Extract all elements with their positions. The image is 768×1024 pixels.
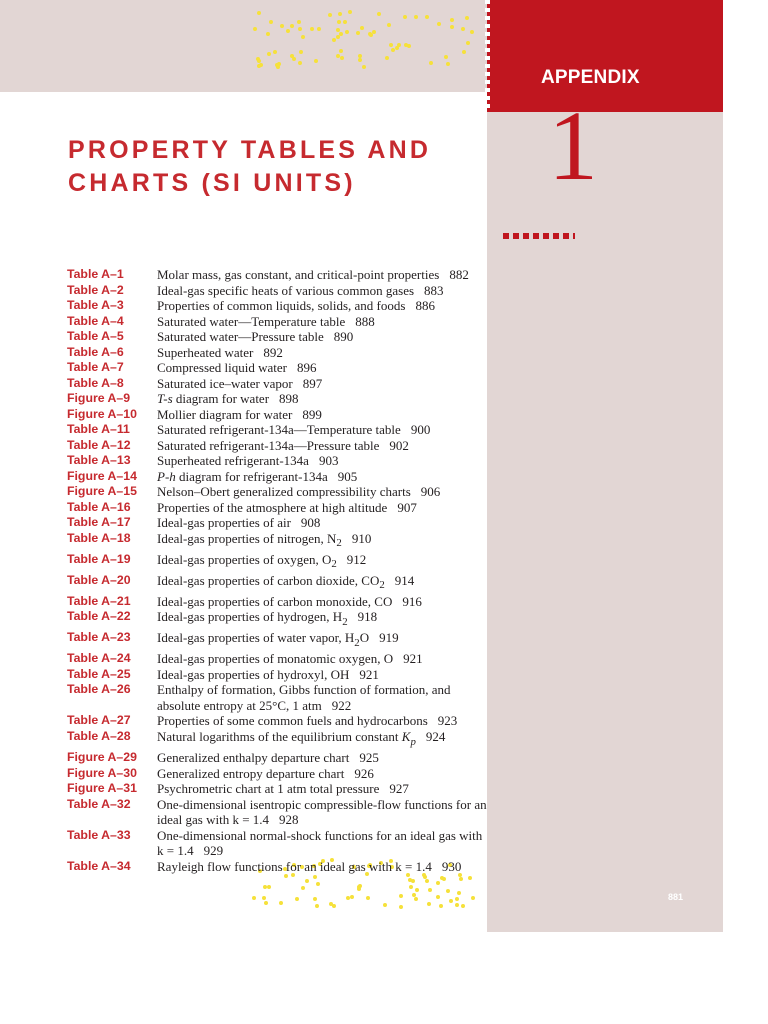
toc-entry-description [157, 781, 487, 797]
toc-entry-label: Table A–3 [67, 298, 124, 312]
toc-entry [67, 630, 487, 651]
toc-entry [67, 573, 487, 594]
yellow-dot [415, 888, 419, 892]
toc-entry-description [157, 573, 487, 594]
toc-entry-text: Saturated water—Temperature table [157, 313, 346, 329]
toc-entry-description [157, 407, 487, 423]
yellow-dot [356, 31, 360, 35]
yellow-dot [369, 33, 373, 37]
toc-entry-page: 907 [397, 499, 417, 515]
toc-entry [67, 422, 487, 438]
toc-entry-text: diagram for water [172, 391, 270, 406]
toc-entry-label: Table A–1 [67, 267, 124, 281]
toc-entry-label: Table A–5 [67, 329, 124, 343]
toc-entry-description [157, 797, 487, 828]
toc-entry-description [157, 630, 487, 651]
toc-entry-page: 928 [279, 812, 299, 828]
toc-entry-text: Properties of some common fuels and hydrocarbons [157, 713, 428, 729]
toc-entry-page: 923 [437, 713, 458, 729]
yellow-dot [358, 884, 362, 888]
toc-entry-page: 919 [379, 630, 399, 646]
yellow-dot [264, 901, 268, 905]
toc-entry-text-tail: O [359, 630, 370, 646]
toc-entry [67, 781, 487, 797]
toc-entry [67, 267, 487, 283]
toc-entry-label: Figure A–10 [67, 406, 137, 421]
toc-entry-page: 890 [333, 329, 354, 344]
yellow-dot [252, 896, 256, 900]
toc-entry-label: Table A–16 [67, 499, 131, 514]
toc-entry-label: Table A–13 [67, 453, 131, 467]
yellow-dot [336, 28, 340, 32]
toc-entry-subscript: 2 [354, 636, 360, 649]
yellow-dot [403, 15, 407, 19]
appendix-number: 1 [548, 90, 598, 201]
toc-entry [67, 531, 487, 552]
toc-entry-label: Table A–4 [67, 313, 124, 328]
toc-entry-page: 921 [403, 651, 423, 667]
toc-entry-subscript: 2 [342, 615, 348, 628]
yellow-dot [457, 891, 461, 895]
yellow-dot [465, 16, 469, 20]
toc-entry-page: 897 [302, 375, 323, 391]
yellow-dot [301, 886, 305, 890]
toc-entry [67, 469, 487, 485]
toc-entry-description [157, 713, 487, 729]
toc-entry-page: 899 [302, 406, 322, 422]
toc-entry-text: Ideal-gas properties of monatomic oxygen, O [157, 651, 394, 667]
yellow-dot [425, 879, 429, 883]
yellow-dot [345, 30, 349, 34]
yellow-dot [442, 877, 446, 881]
yellow-dot [428, 888, 432, 892]
perforation-line [485, 0, 490, 110]
toc-entry-text: Enthalpy of formation, Gibbs function of formation, and absolute entropy at 25°C, 1 atm [157, 682, 451, 713]
toc-entry-page: 918 [357, 609, 378, 625]
toc-entry-page: 921 [359, 666, 379, 682]
toc-entry [67, 797, 487, 828]
toc-entry-subscript: 2 [379, 579, 385, 592]
toc-entry-page: 924 [425, 728, 446, 744]
yellow-dot [317, 27, 321, 31]
toc-entry-page: 914 [394, 572, 415, 588]
yellow-dot [385, 56, 389, 60]
toc-entry-text: Nelson–Obert generalized compressibility charts [157, 484, 411, 499]
toc-entry-label: Table A–8 [67, 375, 124, 390]
toc-entry-label: Table A–24 [67, 651, 131, 666]
toc-entry [67, 484, 487, 500]
toc-entry-text: Ideal-gas properties of hydroxyl, OH [157, 666, 350, 682]
toc-entry [67, 407, 487, 423]
toc-entry [67, 515, 487, 531]
toc-entry [67, 859, 487, 875]
yellow-dot [267, 52, 271, 56]
toc-entry-description [157, 500, 487, 516]
yellow-dot [436, 895, 440, 899]
toc-entry-page: 903 [318, 453, 339, 468]
yellow-dot [470, 30, 474, 34]
toc-entry-label: Table A–34 [67, 858, 131, 873]
side-panel [487, 0, 723, 932]
toc-entry-text: diagram for refrigerant-134a [175, 468, 328, 484]
toc-entry-label: Table A–18 [67, 530, 131, 545]
toc-entry-description [157, 609, 487, 630]
toc-entry-text: Mollier diagram for water [157, 406, 293, 422]
toc-entry [67, 713, 487, 729]
toc-entry-label: Table A–26 [67, 682, 131, 697]
yellow-dot [455, 897, 459, 901]
yellow-dot [377, 12, 381, 16]
toc-entry-text: Properties of common liquids, solids, and foods [157, 298, 406, 313]
yellow-dot [339, 49, 343, 53]
toc-entry-description [157, 682, 487, 713]
toc-entry-label: Table A–6 [67, 344, 124, 359]
toc-entry [67, 682, 487, 713]
yellow-dot [305, 879, 309, 883]
toc-entry-label: Figure A–31 [67, 781, 137, 796]
yellow-dot [279, 901, 283, 905]
toc-entry [67, 729, 487, 750]
toc-entry-page: 902 [389, 437, 409, 453]
appendix-label: APPENDIX [541, 67, 640, 88]
toc-entry-description [157, 859, 487, 875]
yellow-dot [253, 27, 257, 31]
yellow-dot [343, 20, 347, 24]
toc-entry-text: Compressed liquid water [157, 360, 287, 375]
toc-entry [67, 667, 487, 683]
yellow-dot [436, 881, 440, 885]
yellow-dot [257, 64, 261, 68]
toc-entry-label: Table A–33 [67, 827, 131, 842]
toc-entry-label: Table A–17 [67, 515, 131, 529]
yellow-dot [459, 877, 463, 881]
yellow-dot [389, 43, 393, 47]
toc-entry-text: Properties of the atmosphere at high altitude [157, 499, 388, 515]
toc-entry [67, 750, 487, 766]
yellow-dot [360, 26, 364, 30]
toc-entry-text: One-dimensional normal-shock functions for an ideal gas with k = 1.4 [157, 827, 483, 859]
toc-entry-page: 892 [263, 344, 283, 360]
yellow-dot [284, 874, 288, 878]
yellow-dot [449, 899, 453, 903]
toc-entry [67, 298, 487, 314]
yellow-dot [269, 20, 273, 24]
yellow-dot [348, 10, 352, 14]
toc-entry [67, 453, 487, 469]
toc-entry [67, 329, 487, 345]
toc-entry-text: Generalized enthalpy departure chart [157, 750, 350, 766]
toc-entry-description [157, 438, 487, 454]
yellow-dot [429, 61, 433, 65]
yellow-dot [427, 902, 431, 906]
yellow-dot [414, 897, 418, 901]
yellow-dot [295, 897, 299, 901]
toc-entry-text: Ideal-gas properties of carbon monoxide, CO [157, 593, 393, 609]
yellow-dot [310, 27, 314, 31]
yellow-dot [262, 896, 266, 900]
toc-entry-text: Ideal-gas specific heats of various common gases [157, 282, 415, 298]
yellow-dot [313, 875, 317, 879]
toc-entry [67, 594, 487, 610]
toc-entry-description [157, 422, 487, 438]
toc-entry-text: Generalized entropy departure chart [157, 765, 345, 781]
yellow-dot [298, 61, 302, 65]
yellow-dot [314, 59, 318, 63]
yellow-dot [412, 893, 416, 897]
toc-entry-description [157, 552, 487, 573]
yellow-dot [329, 902, 333, 906]
toc-entry-label: Figure A–29 [67, 750, 137, 765]
toc-entry-page: 900 [410, 422, 431, 437]
toc-entry-italic: T-s [157, 391, 173, 406]
yellow-dot [411, 879, 415, 883]
yellow-dot [316, 882, 320, 886]
toc-entry-description [157, 750, 487, 766]
yellow-dot [297, 20, 301, 24]
yellow-dot [290, 54, 294, 58]
yellow-dot [414, 15, 418, 19]
yellow-dot [257, 11, 261, 15]
toc-entry-text: Ideal-gas properties of nitrogen, N [157, 530, 337, 546]
toc-entry-page: 922 [331, 697, 352, 713]
toc-entry-italic: K [401, 728, 411, 744]
toc-entry-page: 883 [424, 282, 444, 298]
toc-entry-description [157, 667, 487, 683]
toc-entry-description [157, 283, 487, 299]
toc-entry-text: Superheated water [157, 344, 254, 360]
decorative-dots-top [250, 10, 475, 70]
toc-entry-label: Table A–12 [67, 437, 131, 452]
toc-entry-page: 882 [449, 267, 469, 282]
page-number: 881 [668, 892, 684, 902]
toc-entry-description [157, 729, 487, 750]
toc-entry-label: Table A–20 [67, 572, 131, 587]
toc-entry-text: One-dimensional isentropic compressible-flow functions for an ideal gas with k = 1.4 [157, 796, 487, 828]
toc-entry-description [157, 453, 487, 469]
toc-entry-page: 927 [389, 781, 409, 797]
yellow-dot [439, 904, 443, 908]
page-title [68, 134, 478, 200]
yellow-dot [362, 65, 366, 69]
toc-entry-description [157, 469, 487, 485]
appendix-banner [487, 0, 723, 112]
toc-entry-text: Natural logarithms of the equilibrium constant [157, 728, 402, 744]
toc-entry-page: 926 [354, 765, 374, 781]
yellow-dot [366, 896, 370, 900]
toc-entry-text: Saturated ice–water vapor [157, 375, 293, 391]
toc-entry-description [157, 828, 487, 859]
toc-entry-description [157, 345, 487, 361]
toc-entry-page: 896 [296, 360, 317, 375]
toc-entry-page: 912 [346, 551, 367, 567]
yellow-dot [299, 50, 303, 54]
red-dotted-rule [503, 233, 575, 239]
yellow-dot [286, 29, 290, 33]
toc-entry [67, 283, 487, 299]
yellow-dot [337, 20, 341, 24]
toc-entry-text: Rayleigh flow functions for an ideal gas with k = 1.4 [157, 858, 432, 874]
table-of-contents [67, 267, 487, 874]
toc-entry-text: Ideal-gas properties of carbon dioxide, CO [157, 572, 380, 588]
toc-entry-page: 888 [355, 313, 375, 329]
toc-entry [67, 609, 487, 630]
toc-entry-label: Figure A–9 [67, 391, 131, 405]
yellow-dot [444, 55, 448, 59]
toc-entry-text: Saturated water—Pressure table [157, 329, 324, 344]
yellow-dot [466, 41, 470, 45]
yellow-dot [450, 18, 454, 22]
toc-entry-label: Table A–2 [67, 282, 124, 297]
toc-entry-page: 930 [441, 858, 462, 874]
yellow-dot [339, 32, 343, 36]
yellow-dot [328, 13, 332, 17]
yellow-dot [256, 57, 260, 61]
toc-entry-description [157, 267, 487, 283]
yellow-dot [346, 896, 350, 900]
toc-entry [67, 828, 487, 859]
toc-entry-description [157, 594, 487, 610]
yellow-dot [358, 58, 362, 62]
yellow-dot [301, 35, 305, 39]
toc-entry-label: Figure A–15 [67, 484, 137, 498]
yellow-dot [397, 43, 401, 47]
toc-entry-label: Table A–27 [67, 713, 131, 728]
toc-entry-label: Table A–22 [67, 609, 131, 624]
toc-entry-label: Table A–21 [67, 593, 131, 608]
toc-entry-label: Figure A–30 [67, 765, 137, 780]
toc-entry-label: Table A–19 [67, 551, 131, 566]
toc-entry-description [157, 766, 487, 782]
toc-entry [67, 345, 487, 361]
yellow-dot [315, 904, 319, 908]
toc-entry-text: Saturated refrigerant-134a—Pressure table [157, 437, 380, 453]
toc-entry-description [157, 651, 487, 667]
yellow-dot [468, 876, 472, 880]
yellow-dot [461, 904, 465, 908]
toc-entry-label: Table A–28 [67, 728, 131, 743]
yellow-dot [399, 905, 403, 909]
yellow-dot [298, 27, 302, 31]
toc-entry-description [157, 515, 487, 531]
toc-entry-italic: P-h [157, 468, 176, 484]
toc-entry-label: Figure A–14 [67, 468, 137, 483]
yellow-dot [455, 903, 459, 907]
yellow-dot [383, 903, 387, 907]
yellow-dot [313, 897, 317, 901]
toc-entry-page: 886 [415, 298, 435, 313]
toc-entry-page: 898 [279, 391, 299, 406]
toc-entry-label: Table A–11 [67, 422, 130, 436]
toc-entry-text: Saturated refrigerant-134a—Temperature table [157, 422, 401, 437]
yellow-dot [399, 894, 403, 898]
yellow-dot [404, 43, 408, 47]
yellow-dot [461, 27, 465, 31]
toc-entry-subscript: 2 [331, 558, 337, 571]
yellow-dot [266, 32, 270, 36]
toc-entry-page: 916 [402, 593, 422, 609]
toc-entry [67, 360, 487, 376]
yellow-dot [409, 885, 413, 889]
toc-entry [67, 376, 487, 392]
toc-entry-description [157, 329, 487, 345]
toc-entry-text: Ideal-gas properties of hydrogen, H [157, 609, 343, 625]
yellow-dot [425, 15, 429, 19]
toc-entry-page: 910 [351, 530, 372, 546]
toc-entry [67, 651, 487, 667]
toc-entry-description [157, 298, 487, 314]
toc-entry-page: 925 [359, 750, 379, 766]
toc-entry-text: Ideal-gas properties of oxygen, O [157, 551, 332, 567]
yellow-dot [267, 885, 271, 889]
toc-entry-page: 908 [300, 515, 321, 530]
toc-entry-description [157, 484, 487, 500]
toc-entry-description [157, 376, 487, 392]
toc-entry-text: Psychrometric chart at 1 atm total pressure [157, 781, 380, 797]
toc-entry-subscript: 2 [336, 537, 342, 550]
toc-entry-subscript: p [410, 735, 416, 748]
toc-entry-description [157, 360, 487, 376]
toc-entry [67, 766, 487, 782]
yellow-dot [290, 24, 294, 28]
toc-entry-label: Table A–23 [67, 630, 131, 645]
title-line-1: PROPERTY TABLES AND [68, 136, 432, 164]
toc-entry [67, 314, 487, 330]
toc-entry-page: 929 [203, 843, 224, 859]
yellow-dot [471, 896, 475, 900]
toc-entry-text: Molar mass, gas constant, and critical-point properties [157, 267, 440, 282]
toc-entry-label: Table A–32 [67, 796, 131, 811]
yellow-dot [275, 63, 279, 67]
toc-entry [67, 500, 487, 516]
toc-entry-text: Ideal-gas properties of water vapor, H [157, 630, 355, 646]
yellow-dot [462, 50, 466, 54]
toc-entry [67, 438, 487, 454]
toc-entry [67, 391, 487, 407]
toc-entry-page: 905 [337, 468, 358, 484]
toc-entry-label: Table A–7 [67, 360, 124, 374]
toc-entry-text: Superheated refrigerant-134a [157, 453, 309, 468]
yellow-dot [437, 22, 441, 26]
toc-entry-text: Ideal-gas properties of air [157, 515, 291, 530]
toc-entry-description [157, 531, 487, 552]
toc-entry-description [157, 391, 487, 407]
yellow-dot [350, 895, 354, 899]
yellow-dot [446, 889, 450, 893]
yellow-dot [387, 23, 391, 27]
title-line-2: CHARTS (SI UNITS) [68, 169, 356, 197]
yellow-dot [280, 24, 284, 28]
toc-entry-page: 906 [420, 484, 441, 499]
yellow-dot [338, 12, 342, 16]
yellow-dot [273, 50, 277, 54]
yellow-dot [446, 62, 450, 66]
yellow-dot [450, 25, 454, 29]
toc-entry-label: Table A–25 [67, 666, 131, 681]
yellow-dot [332, 38, 336, 42]
yellow-dot [340, 56, 344, 60]
toc-entry [67, 552, 487, 573]
toc-entry-description [157, 314, 487, 330]
